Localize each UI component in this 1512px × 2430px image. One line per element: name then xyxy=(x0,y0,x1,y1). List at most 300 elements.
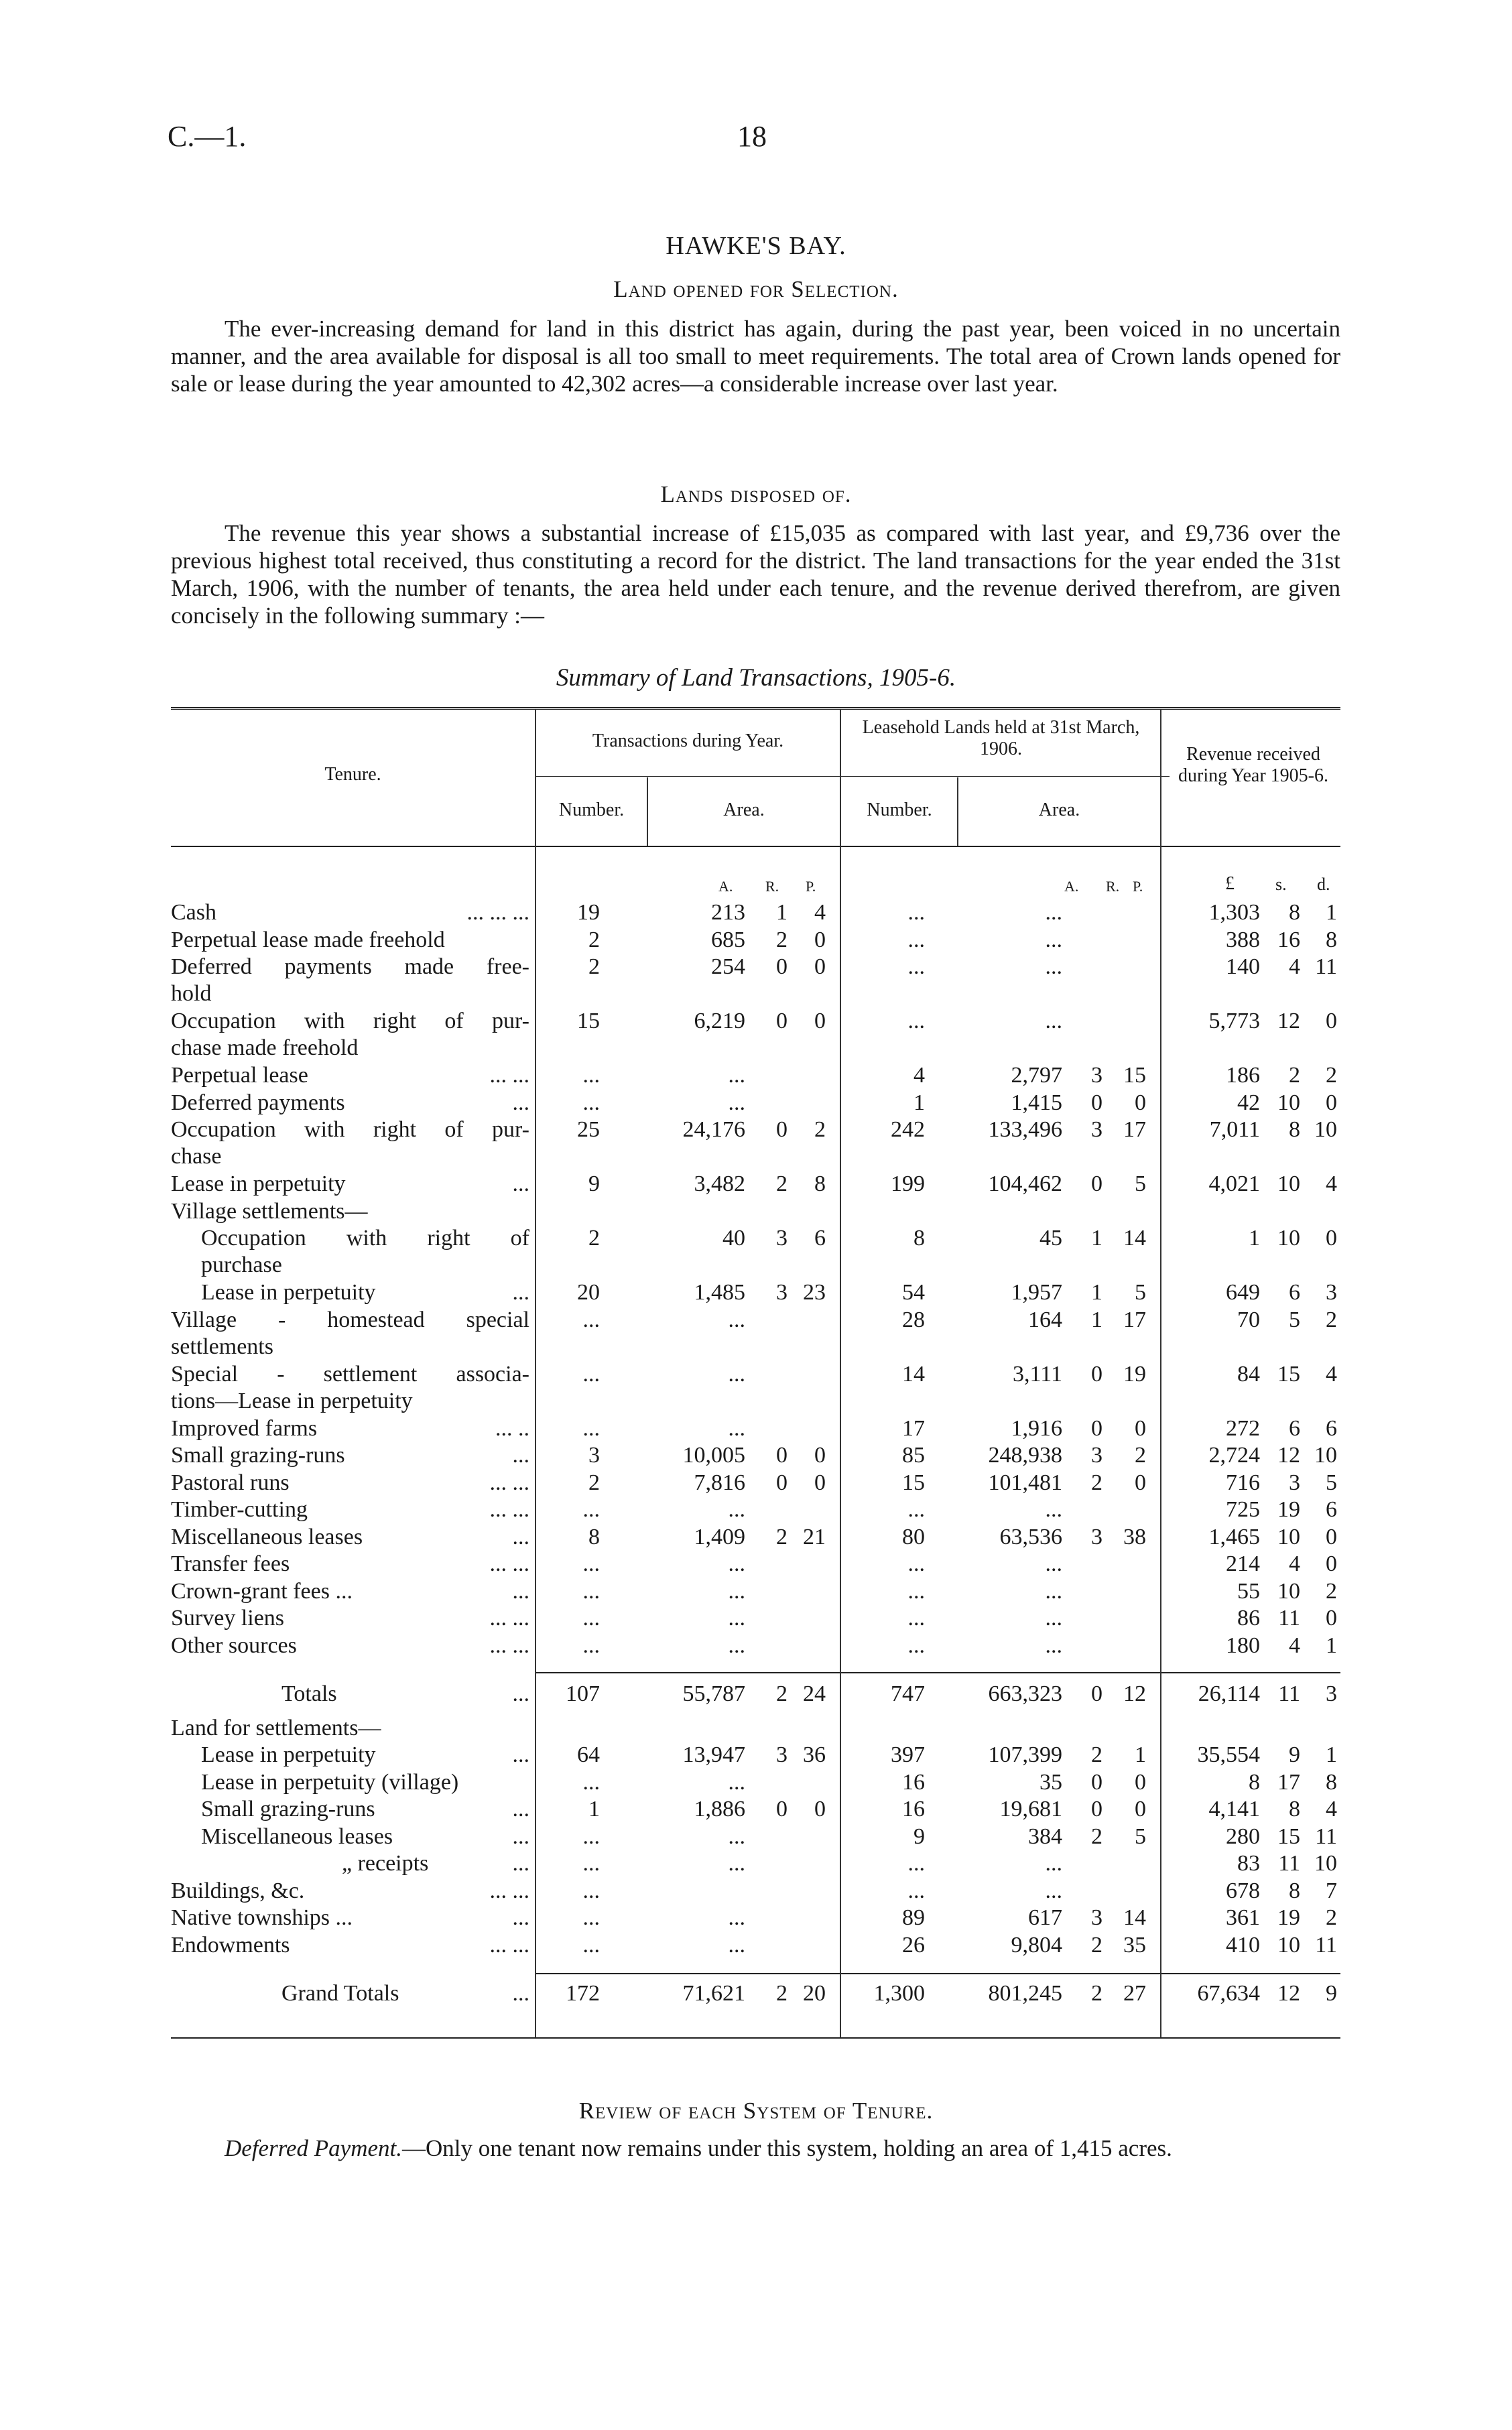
tenure-label xyxy=(171,1769,529,1796)
cell-trans-perches: 2 xyxy=(814,1117,826,1142)
cell-revenue-pounds: 272 xyxy=(1226,1415,1260,1441)
tenure-label xyxy=(171,1605,529,1632)
cell-revenue-pounds: 26,114 xyxy=(1198,1681,1260,1706)
cell-trans-acres: ... xyxy=(728,1606,745,1630)
cell-revenue-shillings: 4 xyxy=(1289,1551,1300,1576)
leader-dots: ... xyxy=(512,1443,529,1468)
cell-lease-acres: 19,681 xyxy=(999,1797,1062,1821)
cell-trans-acres: 7,816 xyxy=(694,1470,745,1495)
cell-revenue-pounds: 42 xyxy=(1237,1090,1260,1115)
tenure-label xyxy=(171,1442,529,1469)
tenure-line: Cash xyxy=(171,900,216,925)
leader-dots: ... ... xyxy=(489,1932,529,1958)
unit-perches-trans: P. xyxy=(806,878,816,895)
cell-lease-number: 9 xyxy=(914,1824,925,1849)
cell-revenue-pounds: 1 xyxy=(1249,1226,1260,1251)
header-tenure: Tenure. xyxy=(324,764,381,785)
tenure-line: Small grazing-runs xyxy=(201,1797,375,1821)
unit-roods-lease: R. xyxy=(1106,878,1120,895)
cell-lease-acres: ... xyxy=(1045,1851,1062,1876)
tenure-label xyxy=(171,1198,529,1225)
cell-revenue-shillings: 10 xyxy=(1277,1932,1300,1958)
cell-lease-roods: 2 xyxy=(1091,1742,1102,1767)
table-caption: Summary of Land Transactions, 1905-6. xyxy=(556,664,956,692)
header-trans-number: Number. xyxy=(558,800,625,820)
tenure-line: Native townships ... xyxy=(171,1905,353,1930)
cell-lease-perches: 12 xyxy=(1123,1681,1146,1706)
cell-trans-perches: 0 xyxy=(814,1797,826,1821)
unit-pounds: £ xyxy=(1225,873,1235,894)
cell-trans-roods: 2 xyxy=(776,1524,788,1549)
tenure-label xyxy=(171,1905,529,1931)
cell-lease-acres: ... xyxy=(1045,1578,1062,1604)
cell-revenue-shillings: 10 xyxy=(1277,1578,1300,1604)
cell-revenue-pence: 6 xyxy=(1326,1415,1337,1441)
cell-revenue-pounds: 86 xyxy=(1237,1606,1260,1630)
cell-trans-roods: 0 xyxy=(776,1117,788,1142)
cell-revenue-pence: 8 xyxy=(1326,1769,1337,1795)
cell-lease-acres: 107,399 xyxy=(988,1742,1062,1767)
tenure-label xyxy=(171,1470,529,1496)
cell-lease-perches: 14 xyxy=(1123,1905,1146,1930)
cell-revenue-pounds: 84 xyxy=(1237,1361,1260,1387)
cell-lease-acres: 45 xyxy=(1040,1226,1062,1251)
cell-lease-perches: 14 xyxy=(1123,1226,1146,1251)
tenure-label xyxy=(171,1824,529,1850)
tenure-label xyxy=(171,1008,529,1062)
cell-lease-number: 8 xyxy=(914,1226,925,1251)
cell-trans-perches: 6 xyxy=(814,1226,826,1251)
cell-lease-acres: 63,536 xyxy=(999,1524,1062,1549)
tenure-label xyxy=(171,1225,529,1279)
cell-trans-perches: 0 xyxy=(814,954,826,979)
cell-revenue-shillings: 12 xyxy=(1277,1443,1300,1468)
tenure-label xyxy=(171,1715,529,1742)
cell-revenue-shillings: 4 xyxy=(1289,954,1300,979)
cell-trans-acres: 55,787 xyxy=(682,1681,745,1706)
cell-lease-perches: 0 xyxy=(1135,1090,1146,1115)
tenure-label xyxy=(171,1796,529,1823)
cell-revenue-pounds: 716 xyxy=(1226,1470,1260,1495)
cell-trans-acres: 40 xyxy=(722,1226,745,1251)
cell-revenue-shillings: 11 xyxy=(1278,1681,1300,1706)
cell-lease-acres: ... xyxy=(1045,1878,1062,1903)
tenure-line: Lease in perpetuity xyxy=(171,1171,346,1196)
leader-dots: ... ... xyxy=(489,1063,529,1088)
cell-revenue-pounds: 1,465 xyxy=(1208,1524,1260,1549)
cell-lease-roods: 3 xyxy=(1091,1524,1102,1549)
leader-dots: ... .. xyxy=(495,1415,529,1441)
tenure-label xyxy=(171,899,529,926)
cell-lease-acres: ... xyxy=(1045,954,1062,979)
leader-dots: ... ... xyxy=(489,1470,529,1495)
cell-trans-number: ... xyxy=(582,1090,600,1115)
cell-lease-number: 28 xyxy=(902,1307,925,1332)
cell-revenue-shillings: 19 xyxy=(1277,1905,1300,1930)
cell-lease-number: ... xyxy=(907,1009,925,1033)
tenure-line: Village settlements— xyxy=(171,1198,368,1224)
cell-trans-number: ... xyxy=(582,1307,600,1332)
cell-trans-number: 2 xyxy=(588,1226,600,1251)
tenure-line: settlements xyxy=(171,1334,273,1359)
cell-revenue-pounds: 67,634 xyxy=(1197,1981,1260,2006)
tenure-label xyxy=(171,1496,529,1523)
cell-lease-number: 80 xyxy=(902,1524,925,1549)
cell-trans-perches: 24 xyxy=(803,1681,826,1706)
cell-revenue-pence: 0 xyxy=(1326,1226,1337,1251)
cell-trans-roods: 2 xyxy=(776,1171,788,1196)
cell-revenue-pence: 10 xyxy=(1314,1851,1337,1876)
cell-trans-number: ... xyxy=(582,1063,600,1088)
unit-acres-trans: A. xyxy=(718,878,733,895)
cell-lease-acres: ... xyxy=(1045,900,1062,925)
tenure-line: Occupation with right of xyxy=(201,1226,529,1251)
cell-lease-number: ... xyxy=(907,1551,925,1576)
header-sub-rule xyxy=(536,776,1170,777)
leader-dots: ... xyxy=(512,1797,529,1821)
cell-revenue-pence: 4 xyxy=(1326,1797,1337,1821)
cell-trans-acres: 213 xyxy=(711,900,745,925)
tenure-label xyxy=(171,1062,529,1089)
col-divider-5 xyxy=(1160,709,1161,2037)
cell-lease-perches: 0 xyxy=(1135,1470,1146,1495)
cell-revenue-pounds: 1,303 xyxy=(1208,900,1260,925)
cell-trans-roods: 0 xyxy=(776,1009,788,1033)
cell-revenue-pounds: 5,773 xyxy=(1208,1009,1260,1033)
tenure-label xyxy=(171,1116,529,1170)
tenure-label xyxy=(171,1361,529,1415)
cell-lease-acres: 101,481 xyxy=(988,1470,1062,1495)
unit-acres-lease: A. xyxy=(1064,878,1079,895)
tenure-label xyxy=(171,1279,529,1306)
tenure-label xyxy=(171,927,529,954)
cell-lease-roods: 2 xyxy=(1091,1981,1102,2006)
tenure-label xyxy=(171,1171,529,1198)
cell-revenue-pence: 1 xyxy=(1326,1742,1337,1767)
cell-revenue-pence: 2 xyxy=(1326,1578,1337,1604)
deferred-payment-lead: Deferred Payment. xyxy=(225,2135,402,2161)
cell-trans-perches: 0 xyxy=(814,1443,826,1468)
cell-revenue-pence: 10 xyxy=(1314,1443,1337,1468)
cell-trans-acres: 6,219 xyxy=(694,1009,745,1033)
tenure-line: Perpetual lease xyxy=(171,1063,308,1088)
cell-lease-perches: 5 xyxy=(1135,1824,1146,1849)
cell-lease-acres: 3,111 xyxy=(1013,1361,1062,1387)
tenure-line: Deferred payments made free- xyxy=(171,954,529,979)
header-trans-area: Area. xyxy=(723,800,765,820)
cell-trans-acres: 13,947 xyxy=(682,1742,745,1767)
leader-dots: ... xyxy=(512,1681,529,1706)
page-number: 18 xyxy=(737,120,767,153)
cell-lease-roods: 0 xyxy=(1091,1797,1102,1821)
cell-lease-number: 89 xyxy=(902,1905,925,1930)
cell-trans-number: ... xyxy=(582,1497,600,1522)
cell-revenue-shillings: 8 xyxy=(1289,1117,1300,1142)
cell-revenue-pence: 7 xyxy=(1326,1878,1337,1903)
cell-trans-acres: ... xyxy=(728,1551,745,1576)
cell-revenue-shillings: 12 xyxy=(1277,1981,1300,2006)
cell-lease-roods: 0 xyxy=(1091,1681,1102,1706)
cell-lease-number: 15 xyxy=(902,1470,925,1495)
cell-revenue-pence: 11 xyxy=(1315,954,1337,979)
cell-revenue-pence: 8 xyxy=(1326,927,1337,952)
cell-lease-number: 54 xyxy=(902,1280,925,1305)
leader-dots: ... xyxy=(512,1171,529,1196)
cell-trans-acres: ... xyxy=(728,1578,745,1604)
tenure-line: Lease in perpetuity (village) xyxy=(201,1769,459,1795)
cell-revenue-pence: 3 xyxy=(1326,1681,1337,1706)
cell-trans-perches: 4 xyxy=(814,900,826,925)
table-bottom-rule xyxy=(171,2037,1340,2039)
tenure-line: Land for settlements— xyxy=(171,1715,381,1740)
cell-trans-number: 3 xyxy=(588,1443,600,1468)
leader-dots: ... xyxy=(512,1905,529,1930)
cell-trans-number: ... xyxy=(582,1633,600,1658)
cell-trans-roods: 3 xyxy=(776,1226,788,1251)
cell-lease-perches: 0 xyxy=(1135,1797,1146,1821)
cell-revenue-pounds: 2,724 xyxy=(1208,1443,1260,1468)
cell-trans-roods: 0 xyxy=(776,1797,788,1821)
header-bottom-rule xyxy=(171,846,1340,847)
cell-trans-roods: 0 xyxy=(776,954,788,979)
cell-revenue-pence: 0 xyxy=(1326,1606,1337,1630)
cell-lease-acres: 248,938 xyxy=(988,1443,1062,1468)
cell-revenue-shillings: 6 xyxy=(1289,1415,1300,1441)
tenure-label xyxy=(171,1551,529,1578)
tenure-line: Buildings, &c. xyxy=(171,1878,305,1903)
tenure-line: Village - homestead special xyxy=(171,1307,529,1332)
cell-trans-number: 15 xyxy=(577,1009,600,1033)
tenure-line: Other sources xyxy=(171,1633,297,1658)
cell-revenue-shillings: 6 xyxy=(1289,1280,1300,1305)
cell-trans-acres: ... xyxy=(728,1769,745,1795)
cell-revenue-pence: 2 xyxy=(1326,1307,1337,1332)
cell-trans-acres: 24,176 xyxy=(682,1117,745,1142)
cell-lease-number: 397 xyxy=(891,1742,925,1767)
cell-lease-perches: 38 xyxy=(1123,1524,1146,1549)
cell-revenue-shillings: 10 xyxy=(1277,1171,1300,1196)
cell-lease-perches: 17 xyxy=(1123,1307,1146,1332)
cell-lease-roods: 2 xyxy=(1091,1470,1102,1495)
cell-trans-acres: ... xyxy=(728,1851,745,1876)
cell-trans-number: ... xyxy=(582,1415,600,1441)
cell-trans-perches: 20 xyxy=(803,1981,826,2006)
cell-revenue-pence: 5 xyxy=(1326,1470,1337,1495)
unit-perches-lease: P. xyxy=(1133,878,1143,895)
cell-trans-acres: ... xyxy=(728,1905,745,1930)
cell-revenue-shillings: 4 xyxy=(1289,1633,1300,1658)
cell-lease-acres: 2,797 xyxy=(1011,1063,1062,1088)
leader-dots: ... ... xyxy=(489,1497,529,1522)
cell-lease-number: 85 xyxy=(902,1443,925,1468)
cell-revenue-pence: 1 xyxy=(1326,1633,1337,1658)
cell-lease-perches: 17 xyxy=(1123,1117,1146,1142)
cell-trans-acres: ... xyxy=(728,1063,745,1088)
cell-revenue-pounds: 725 xyxy=(1226,1497,1260,1522)
cell-revenue-pounds: 4,141 xyxy=(1208,1797,1260,1821)
header-lease-number: Number. xyxy=(867,800,932,820)
cell-trans-acres: ... xyxy=(728,1361,745,1387)
cell-lease-perches: 35 xyxy=(1123,1932,1146,1958)
leader-dots: ... ... ... xyxy=(466,900,529,925)
cell-lease-number: ... xyxy=(907,900,925,925)
header-transactions: Transactions during Year. xyxy=(592,730,784,751)
tenure-label xyxy=(171,1850,529,1877)
heading-review: Review of each System of Tenure. xyxy=(578,2098,934,2124)
cell-revenue-pence: 11 xyxy=(1315,1824,1337,1849)
paragraph-deferred-payment xyxy=(171,2134,1340,2162)
cell-revenue-pounds: 388 xyxy=(1226,927,1260,952)
cell-trans-acres: ... xyxy=(728,1415,745,1441)
cell-revenue-shillings: 9 xyxy=(1289,1742,1300,1767)
cell-revenue-pounds: 280 xyxy=(1226,1824,1260,1849)
cell-lease-acres: ... xyxy=(1045,1633,1062,1658)
cell-trans-number: ... xyxy=(582,1932,600,1958)
cell-revenue-shillings: 8 xyxy=(1289,1797,1300,1821)
cell-lease-number: 1 xyxy=(914,1090,925,1115)
tenure-line: Miscellaneous leases xyxy=(201,1824,393,1849)
tenure-line: Occupation with right of pur- xyxy=(171,1117,529,1142)
cell-revenue-shillings: 11 xyxy=(1278,1606,1300,1630)
cell-lease-number: ... xyxy=(907,1878,925,1903)
cell-revenue-pounds: 70 xyxy=(1237,1307,1260,1332)
cell-revenue-shillings: 10 xyxy=(1277,1226,1300,1251)
cell-trans-number: 25 xyxy=(577,1117,600,1142)
cell-trans-perches: 0 xyxy=(814,1009,826,1033)
cell-lease-number: 14 xyxy=(902,1361,925,1387)
cell-trans-number: ... xyxy=(582,1551,600,1576)
col-divider-1 xyxy=(535,709,536,2037)
cell-lease-number: 16 xyxy=(902,1769,925,1795)
tenure-line: Deferred payments xyxy=(171,1090,345,1115)
cell-lease-perches: 0 xyxy=(1135,1415,1146,1441)
cell-lease-acres: 104,462 xyxy=(988,1171,1062,1196)
cell-lease-acres: 617 xyxy=(1028,1905,1062,1930)
cell-lease-number: ... xyxy=(907,1851,925,1876)
cell-revenue-pounds: 55 xyxy=(1237,1578,1260,1604)
cell-revenue-shillings: 16 xyxy=(1277,927,1300,952)
cell-revenue-pounds: 8 xyxy=(1249,1769,1260,1795)
cell-lease-roods: 0 xyxy=(1091,1769,1102,1795)
header-revenue: Revenue received during Year 1905-6. xyxy=(1178,744,1328,786)
cell-lease-acres: ... xyxy=(1045,1497,1062,1522)
cell-lease-number: 4 xyxy=(914,1063,925,1088)
leader-dots: ... ... xyxy=(489,1878,529,1903)
cell-lease-acres: 1,415 xyxy=(1011,1090,1062,1115)
cell-revenue-shillings: 10 xyxy=(1277,1090,1300,1115)
cell-lease-acres: 384 xyxy=(1028,1824,1062,1849)
cell-revenue-shillings: 19 xyxy=(1277,1497,1300,1522)
cell-trans-number: ... xyxy=(582,1361,600,1387)
cell-revenue-pounds: 4,021 xyxy=(1208,1171,1260,1196)
cell-lease-roods: 1 xyxy=(1091,1226,1102,1251)
tenure-label xyxy=(171,1980,529,2007)
tenure-label xyxy=(171,954,529,1007)
cell-trans-number: 20 xyxy=(577,1280,600,1305)
cell-lease-acres: 133,496 xyxy=(988,1117,1062,1142)
cell-lease-perches: 1 xyxy=(1135,1742,1146,1767)
cell-revenue-shillings: 8 xyxy=(1289,1878,1300,1903)
cell-trans-number: 9 xyxy=(588,1171,600,1196)
cell-trans-number: 2 xyxy=(588,1470,600,1495)
cell-lease-acres: ... xyxy=(1045,1009,1062,1033)
cell-trans-number: ... xyxy=(582,1578,600,1604)
cell-trans-number: 107 xyxy=(566,1681,600,1706)
cell-trans-acres: 10,005 xyxy=(682,1443,745,1468)
cell-lease-roods: 0 xyxy=(1091,1171,1102,1196)
cell-trans-perches: 36 xyxy=(803,1742,826,1767)
cell-trans-acres: ... xyxy=(728,1932,745,1958)
tenure-label xyxy=(171,1633,529,1659)
cell-trans-perches: 23 xyxy=(803,1280,826,1305)
cell-revenue-pounds: 180 xyxy=(1226,1633,1260,1658)
cell-revenue-pence: 4 xyxy=(1326,1171,1337,1196)
cell-trans-number: ... xyxy=(582,1851,600,1876)
cell-trans-acres: ... xyxy=(728,1633,745,1658)
leader-dots: ... xyxy=(512,1280,529,1305)
cell-trans-roods: 2 xyxy=(776,1681,788,1706)
tenure-line: Miscellaneous leases xyxy=(171,1524,363,1549)
cell-lease-perches: 5 xyxy=(1135,1171,1146,1196)
cell-lease-roods: 0 xyxy=(1091,1361,1102,1387)
paragraph-land-opened: The ever-increasing demand for land in this district has again, during the past year, been voiced in no uncertain manner, and the area available for disposal is all too small to meet requirements. The total area of Crown lands opened for sale or lease during the year amounted to 42,302 acres—a considerable increase over last year. xyxy=(171,316,1340,397)
cell-revenue-pence: 0 xyxy=(1326,1551,1337,1576)
leader-dots: ... ... xyxy=(489,1606,529,1630)
cell-trans-roods: 0 xyxy=(776,1470,788,1495)
cell-lease-acres: 1,916 xyxy=(1011,1415,1062,1441)
cell-revenue-pounds: 83 xyxy=(1237,1851,1260,1876)
tenure-line: Occupation with right of pur- xyxy=(171,1009,529,1033)
cell-lease-perches: 2 xyxy=(1135,1443,1146,1468)
cell-lease-number: ... xyxy=(907,1633,925,1658)
tenure-label xyxy=(171,1878,529,1905)
leader-dots: ... xyxy=(512,1578,529,1604)
header-lease-area: Area. xyxy=(1038,800,1080,820)
cell-revenue-pounds: 361 xyxy=(1226,1905,1260,1930)
leader-dots: ... xyxy=(512,1090,529,1115)
cell-trans-number: 64 xyxy=(577,1742,600,1767)
heading-land-opened: Land opened for Selection. xyxy=(613,276,899,302)
cell-lease-roods: 1 xyxy=(1091,1307,1102,1332)
cell-revenue-pounds: 140 xyxy=(1226,954,1260,979)
cell-lease-perches: 19 xyxy=(1123,1361,1146,1387)
cell-trans-roods: 0 xyxy=(776,1443,788,1468)
cell-trans-acres: 1,485 xyxy=(694,1280,745,1305)
cell-revenue-pence: 0 xyxy=(1326,1009,1337,1033)
deferred-payment-text: —Only one tenant now remains under this system, holding an area of 1,415 acres. xyxy=(402,2135,1172,2161)
paragraph-lands-disposed: The revenue this year shows a substantial increase of £15,035 as compared with last year, and £9,736 over the previous highest total received, thus constituting a record for the district. The land transactions for the year ended the 31st March, 1906, with the number of tenants, the area held under each tenure, and the revenue derived therefrom, are given concisely in the following summary :— xyxy=(171,520,1340,629)
cell-revenue-shillings: 17 xyxy=(1277,1769,1300,1795)
cell-trans-number: 19 xyxy=(577,900,600,925)
cell-lease-number: ... xyxy=(907,1606,925,1630)
cell-trans-roods: 3 xyxy=(776,1742,788,1767)
cell-revenue-shillings: 2 xyxy=(1289,1063,1300,1088)
document-reference: C.—1. xyxy=(168,120,247,153)
cell-trans-number: ... xyxy=(582,1606,600,1630)
cell-trans-number: 172 xyxy=(566,1981,600,2006)
leader-dots: ... xyxy=(512,1524,529,1549)
cell-lease-roods: 2 xyxy=(1091,1932,1102,1958)
tenure-label xyxy=(171,1681,529,1708)
unit-shillings: s. xyxy=(1275,875,1287,894)
cell-revenue-pounds: 214 xyxy=(1226,1551,1260,1576)
cell-lease-number: 1,300 xyxy=(873,1981,925,2006)
cell-lease-acres: 1,957 xyxy=(1011,1280,1062,1305)
tenure-label xyxy=(171,1524,529,1551)
cell-trans-roods: 2 xyxy=(776,1981,788,2006)
tenure-line: Crown-grant fees ... xyxy=(171,1578,353,1604)
cell-lease-perches: 27 xyxy=(1123,1981,1146,2006)
